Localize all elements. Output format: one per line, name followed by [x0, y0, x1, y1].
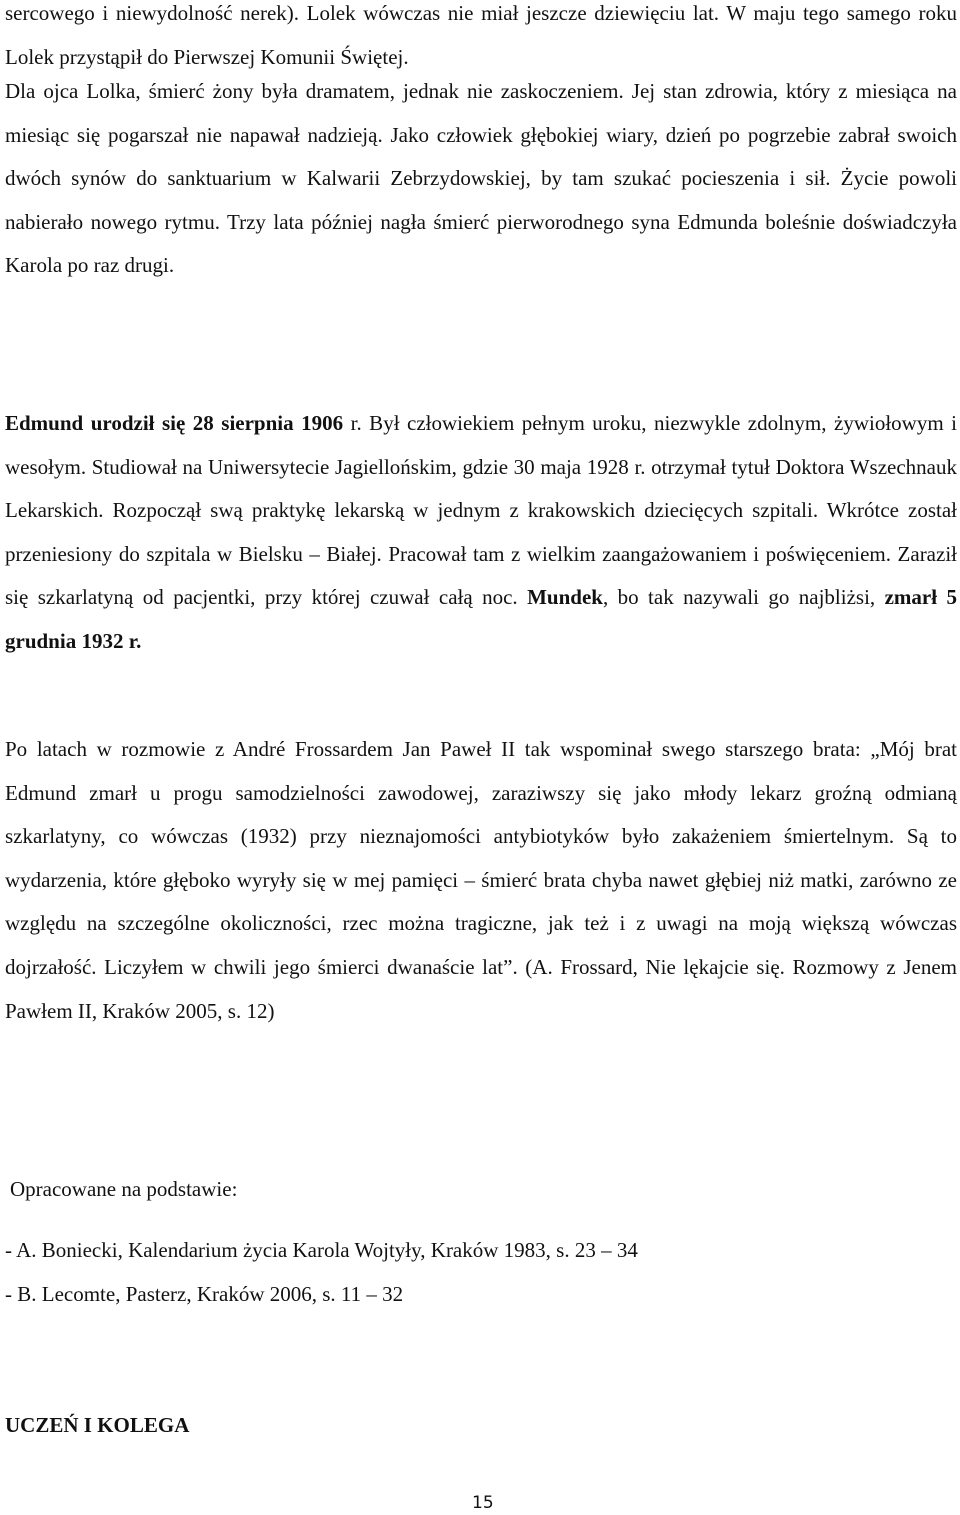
- edmund-birth-date: Edmund urodził się 28 sierpnia 1906: [5, 411, 344, 435]
- section-heading: UCZEŃ I KOLEGA: [5, 1413, 190, 1437]
- edmund-bio-text: r. Był człowiekiem pełnym uroku, niezwykle zdolnym, żywiołowym i wesołym. Studiował na Uniwersytecie Jagiellońskim, gdzie 30 maja 1928 r. otrzymał tytuł Doktora Wszechnauk Lekarskich. Rozpoczął swą praktykę lekarską w jednym z krakowskich dziecięcych szpitali. Wkrótce został przeniesiony do szpitala w Bielsku – Białej. Pracował tam z wielkim zaangażowaniem i poświęceniem. Zaraził się szkarlatyną od pacjentki, przy której czuwał całą noc.: [5, 411, 957, 610]
- paragraph-edmund-biography: [5, 402, 957, 664]
- paragraph-first-communion: sercowego i niewydolność nerek). Lolek wówczas nie miał jeszcze dziewięciu lat. W maju tego samego roku Lolek przystąpił do Pierwszej Komunii Świętej.: [5, 1, 957, 69]
- paragraph-john-paul-quote: Po latach w rozmowie z André Frossardem Jan Paweł II tak wspominał swego starszego brata: „Mój brat Edmund zmarł u progu samodzielności zawodowej, zaraziwszy się jako młody lekarz groźną odmianą szkarlatyny, co wówczas (1932) przy nieznajomości antybiotyków było zakażeniem śmiertelnym. Są to wydarzenia, które głęboko wyryły się w mej pamięci – śmierć brata chyba nawet głębiej niż matki, zarówno ze względu na szczególne okoliczności, rzec można tragiczne, jak też i z uwagi na moją większą wówczas dojrzałość. Liczyłem w chwili jego śmierci dwanaście lat”. (A. Frossard, Nie lękajcie się. Rozmowy z Jenem Pawłem II, Kraków 2005, s. 12): [5, 737, 957, 1023]
- sources-title: Opracowane na podstawie:: [10, 1177, 238, 1201]
- page-number: 15: [472, 1493, 494, 1513]
- edmund-death-date: zmarł 5 grudnia 1932 r.: [5, 585, 957, 653]
- paragraph-father-grief: Dla ojca Lolka, śmierć żony była dramatem, jednak nie zaskoczeniem. Jej stan zdrowia, który z miesiąca na miesiąc się pogarszał nie napawał nadzieją. Jako człowiek głębokiej wiary, dzień po pogrzebie zabrał swoich dwóch synów do sanktuarium w Kalwarii Zebrzydowskiej, by tam szukać pocieszenia i sił. Życie powoli nabierało nowego rytmu. Trzy lata później nagła śmierć pierworodnego syna Edmunda boleśnie doświadczyła Karola po raz drugi.: [5, 79, 957, 278]
- edmund-nickname: Mundek: [527, 585, 603, 610]
- source-item: - A. Boniecki, Kalendarium życia Karola Wojtyły, Kraków 1983, s. 23 – 34: [5, 1238, 638, 1262]
- edmund-nickname-context: , bo tak nazywali go najbliżsi,: [602, 585, 885, 610]
- source-item: - B. Lecomte, Pasterz, Kraków 2006, s. 11 – 32: [5, 1282, 404, 1306]
